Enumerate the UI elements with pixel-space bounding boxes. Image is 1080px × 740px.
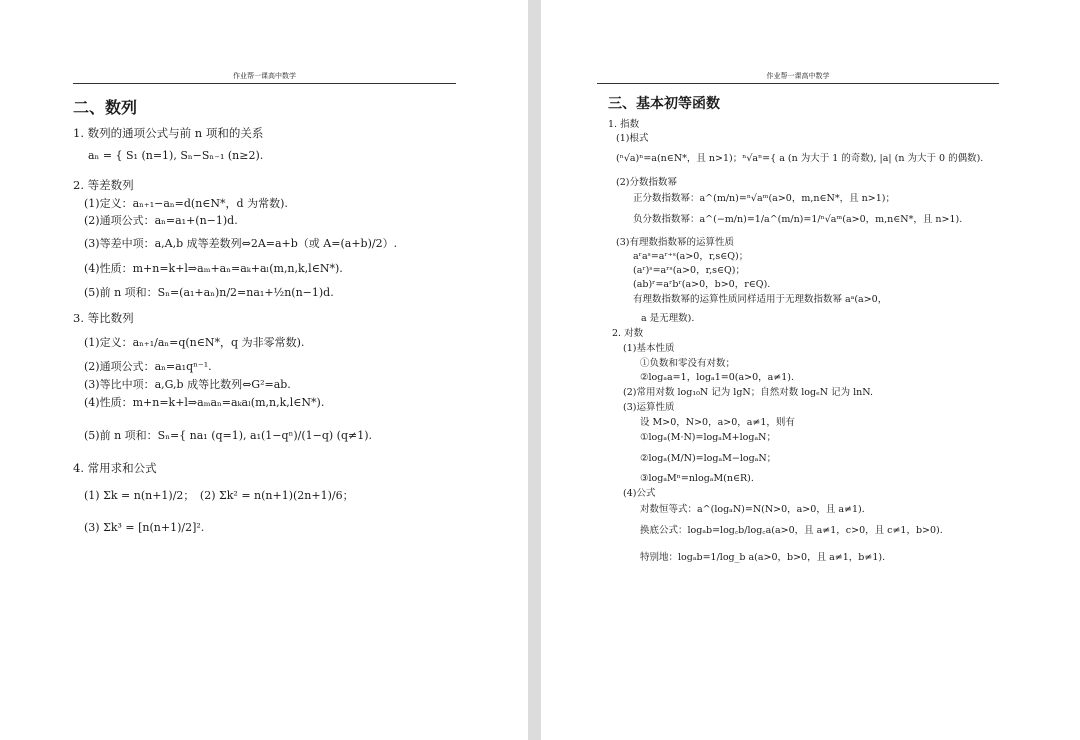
line-14: 4. 常用求和公式 [73, 461, 157, 475]
line-17: (3)运算性质 [623, 402, 675, 413]
line-16: (2)常用对数 log₁₀N 记为 lgN；自然对数 logₑN 记为 lnN. [623, 387, 873, 398]
line-12: 2. 对数 [612, 328, 644, 339]
line-12: (4)性质：m+n=k+l⇒aₘaₙ=aₖaₗ(m,n,k,l∈N*). [84, 396, 325, 409]
line-15: (1) Σk = n(n+1)/2； (2) Σk² = n(n+1)(2n+1)/6； [84, 489, 354, 502]
line-20: ②logₐ(M/N)=logₐM−logₐN； [640, 453, 777, 464]
line-5: 负分数指数幂：a^(−m/n)=1/a^(m/n)=1/ⁿ√aᵐ(a>0，m,n∈N*，且 n>1). [633, 214, 963, 225]
line-9: (ab)ʳ=aʳbʳ(a>0，b>0，r∈Q). [633, 279, 771, 290]
line-16: (3) Σk³ = [n(n+1)/2]². [84, 521, 205, 534]
line-9: (1)定义：aₙ₊₁/aₙ=q(n∈N*，q 为非零常数). [84, 336, 305, 349]
line-2: 2. 等差数列 [73, 178, 134, 192]
section-title: 三、基本初等函数 [608, 96, 720, 112]
line-10: (2)通项公式：aₙ=a₁qⁿ⁻¹. [84, 360, 212, 373]
line-22: (4)公式 [623, 488, 656, 499]
line-13: (1)基本性质 [623, 343, 675, 354]
line-3: (1)定义：aₙ₊₁−aₙ=d(n∈N*，d 为常数). [84, 197, 288, 210]
line-14: ①负数和零没有对数； [640, 358, 736, 369]
line-7: (5)前 n 项和：Sₙ=(a₁+aₙ)n/2=na₁+½n(n−1)d. [84, 286, 334, 299]
left-page [0, 0, 528, 740]
line-10: 有理数指数幂的运算性质同样适用于无理数指数幂 aᵃ(a>0， [633, 294, 888, 305]
line-4: 正分数指数幂：a^(m/n)=ⁿ√aᵐ(a>0，m,n∈N*，且 n>1)； [633, 193, 895, 204]
line-1: (1)根式 [616, 133, 649, 144]
line-25: 特别地：logₐb=1/log_b a(a>0，b>0，且 a≠1，b≠1). [640, 552, 886, 563]
page-header: 作业帮一课高中数学 [597, 71, 999, 84]
line-15: ②logₐa=1，logₐ1=0(a>0，a≠1). [640, 372, 795, 383]
line-6: (3)有理数指数幂的运算性质 [616, 237, 734, 248]
line-11: (3)等比中项：a,G,b 成等比数列⇔G²=ab. [84, 378, 291, 391]
line-7: aʳaˢ=aʳ⁺ˢ(a>0，r,s∈Q)； [633, 251, 749, 262]
line-4: (2)通项公式：aₙ=a₁+(n−1)d. [84, 214, 238, 227]
line-5: (3)等差中项：a,A,b 成等差数列⇔2A=a+b（或 A=(a+b)/2）. [84, 237, 398, 250]
line-13: (5)前 n 项和：Sₙ={ na₁ (q=1), a₁(1−qⁿ)/(1−q) (q≠1). [84, 429, 372, 442]
line-1: aₙ = { S₁ (n=1), Sₙ−Sₙ₋₁ (n≥2). [88, 149, 264, 162]
line-19: ①logₐ(M·N)=logₐM+logₐN； [640, 432, 776, 443]
line-3: (2)分数指数幂 [616, 177, 677, 188]
line-2: (ⁿ√a)ⁿ=a(n∈N*，且 n>1)；ⁿ√aⁿ={ a (n 为大于 1 的奇数), |a| (n 为大于 0 的偶数). [616, 153, 984, 164]
line-8: (aʳ)ˢ=aʳˢ(a>0，r,s∈Q)； [633, 265, 745, 276]
section-title: 二、数列 [73, 98, 138, 117]
line-0: 1. 数列的通项公式与前 n 项和的关系 [73, 126, 264, 140]
line-6: (4)性质：m+n=k+l⇒aₘ+aₙ=aₖ+aₗ(m,n,k,l∈N*). [84, 262, 343, 275]
line-23: 对数恒等式：a^(logₐN)=N(N>0，a>0，且 a≠1). [640, 504, 865, 515]
right-page [541, 0, 1080, 740]
line-18: 设 M>0，N>0，a>0，a≠1，则有 [640, 417, 795, 428]
line-0: 1. 指数 [608, 119, 640, 130]
line-8: 3. 等比数列 [73, 311, 134, 325]
line-21: ③logₐMⁿ=nlogₐM(n∈R). [640, 473, 754, 484]
line-11: a 是无理数). [641, 313, 695, 324]
page-header: 作业帮一课高中数学 [73, 71, 456, 84]
line-24: 换底公式：logₐb=log꜀b/log꜀a(a>0，且 a≠1，c>0，且 c≠1，b>0). [640, 525, 943, 536]
